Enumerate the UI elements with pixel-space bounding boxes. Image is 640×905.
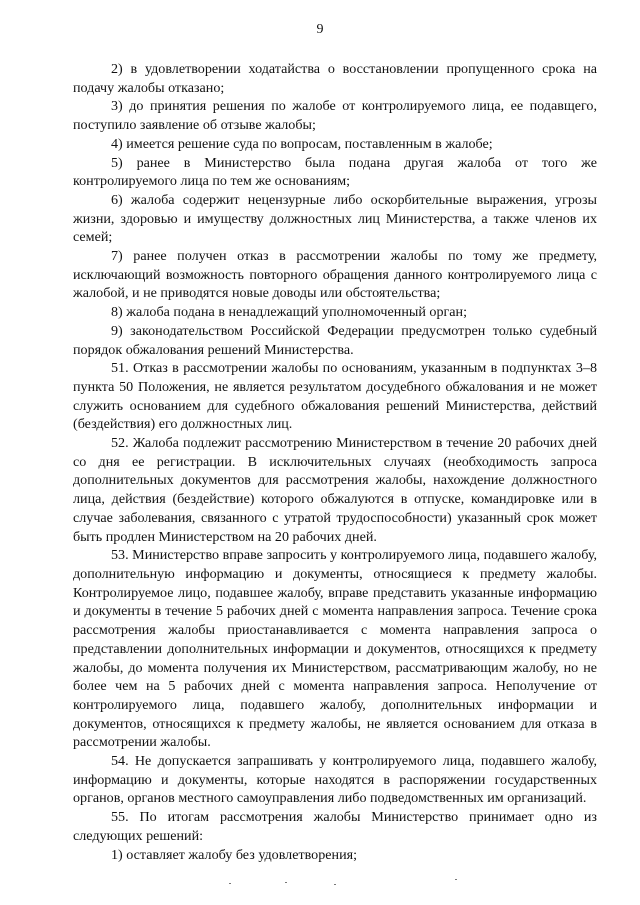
document-body xyxy=(73,60,597,864)
paragraph-2-appeal-restoration-refused: 2) в удовлетворении ходатайства о восстановлении пропущенного срока на подачу жалобы отказано; xyxy=(73,61,597,96)
paragraph-51: 51. Отказ в рассмотрении жалобы по основаниям, указанным в подпунктах 3–8 пункта 50 Положения, не является результатом досудебного обжалования и не может служить основанием для судебного обжалования решений Министерства, действий (бездействия) его должностных лиц. xyxy=(73,360,597,433)
paragraph-4-court-decision: 4) имеется решение суда по вопросам, поставленным в жалобе; xyxy=(111,135,493,152)
scan-dot xyxy=(285,882,287,883)
paragraph-54: 54. Не допускается запрашивать у контролируемого лица, подавшего жалобу, информацию и документы, которые находятся в распоряжении государственных органов, органов местного самоуправления либо подведомственных им организаций. xyxy=(73,753,597,807)
paragraph-7-prior-refusal: 7) ранее получен отказ в рассмотрении жалобы по тому же предмету, исключающий возможность повторного обращения данного контролируемого лица с жалобой, и не приводятся новые доводы или обстоятельства; xyxy=(73,248,597,302)
paragraph-55: 55. По итогам рассмотрения жалобы Министерство принимает одно из следующих решений: xyxy=(73,809,597,844)
paragraph-9-judicial-only: 9) законодательством Российской Федерации предусмотрен только судебный порядок обжалования решений Министерства. xyxy=(73,322,597,358)
paragraph-3-withdrawal-request: 3) до принятия решения по жалобе от контролируемого лица, ее подавщего, поступило заявление об отзыве жалобы; xyxy=(73,98,597,134)
scan-dot xyxy=(455,879,457,880)
paragraph-53: 53. Министерство вправе запросить у контролируемого лица, подавшего жалобу, дополнительную информацию и документы, относящиеся к предмету жалобы. Контролируемое лицо, подавшее жалобу, вправе представить указанные информацию и документы в течение 5 рабочих дней с момента направления запроса. Течение срока рассмотрения жалобы приостанавливается с момента направления запроса о представлении дополнительных информации и документов, относящихся к предмету жалобы, до момента получения их Министерством, рассматривающим жалобу, но не более чем на 5 рабочих дней с момента направления запроса. Неполучение от контролируемого лица, подавшего жалобу, дополнительных информации и документов, относящихся к предмету жалобы, не является основанием для отказа в рассмотрении жалобы. xyxy=(73,547,597,751)
paragraph-52: 52. Жалоба подлежит рассмотрению Министерством в течение 20 рабочих дней со дня ее регистрации. В исключительных случаях (необходимость запроса дополнительных документов для рассмотрения жалобы, нахождение должностного лица, действия (бездействие) которого обжалуются в отпуске, командировке или в случае заболевания, связанного с утратой трудоспособности) указанный срок может быть продлен Министерством на 20 рабочих дней. xyxy=(73,435,597,545)
paragraph-6-offensive-content: 6) жалоба содержит нецензурные либо оскорбительные выражения, угрозы жизни, здоровью и имуществу должностных лиц Министерства, а также членов их семей; xyxy=(73,191,597,246)
page-number: 9 xyxy=(316,22,324,37)
paragraph-8-wrong-authority: 8) жалоба подана в ненадлежащий уполномоченный орган; xyxy=(111,304,467,321)
paragraph-55-item-1: 1) оставляет жалобу без удовлетворения; xyxy=(111,846,358,863)
scan-dot xyxy=(334,884,336,885)
scan-dot xyxy=(229,883,231,884)
paragraph-5-duplicate-complaint: 5) ранее в Министерство была подана другая жалоба от того же контролируемого лица по тем же основаниям; xyxy=(73,154,597,190)
scan-artifacts xyxy=(0,878,640,890)
